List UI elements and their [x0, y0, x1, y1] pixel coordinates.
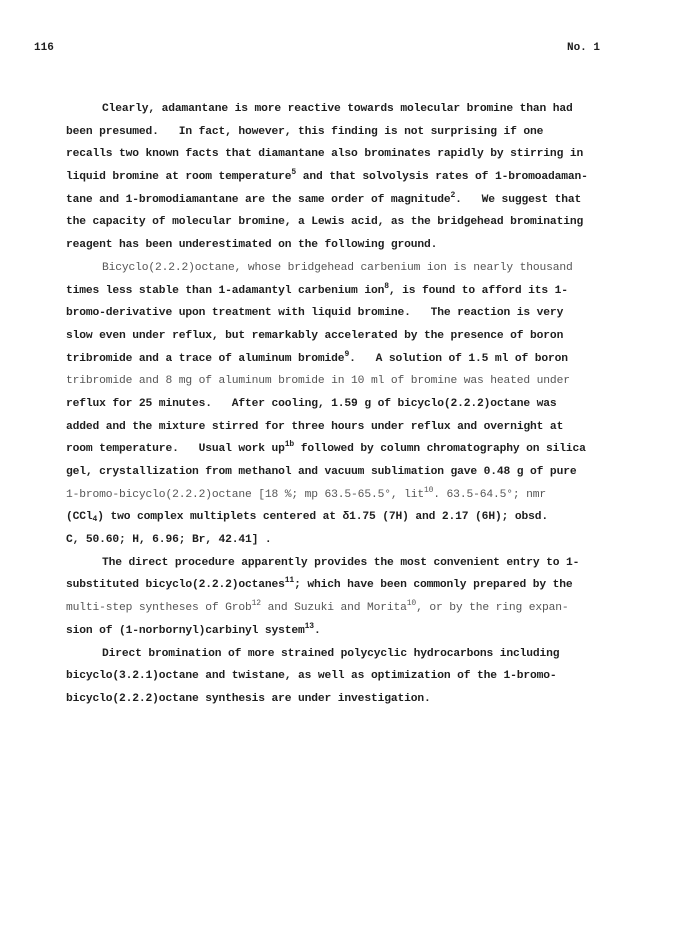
text-line [66, 370, 626, 393]
page-number: 116 [34, 42, 54, 54]
line-text: been presumed. In fact, however, this finding is not surprising if one [66, 125, 544, 138]
line-text: room temperature. Usual work up [66, 443, 285, 456]
text-line [66, 643, 626, 666]
line-text: slow even under reflux, but remarkably accelerated by the presence of boron [66, 329, 564, 342]
text-line [66, 438, 626, 461]
text-line [66, 506, 626, 529]
text-line [66, 574, 626, 597]
journal-issue: No. 1 [566, 42, 600, 54]
line-text-continued: ) two complex multiplets centered at δ1.75 (7H) and 2.17 (6H); obsd. [97, 511, 548, 524]
line-text-continued: , is found to afford its 1- [388, 284, 568, 297]
text-line [66, 665, 626, 688]
footnote-ref: 5 [291, 168, 297, 178]
text-line [66, 529, 626, 552]
subscript: 4 [92, 515, 98, 525]
footnote-ref: 12 [251, 599, 261, 609]
line-text: the capacity of molecular bromine, a Lewis acid, as the bridgehead brominating [66, 216, 584, 229]
line-text-continued: and that solvolysis rates of 1-bromoadaman- [296, 171, 588, 184]
line-text-continued: . We suggest that [455, 193, 582, 206]
footnote-ref: 11 [284, 576, 295, 586]
line-text: Bicyclo(2.2.2)octane, whose bridgehead carbenium ion is nearly thousand [102, 261, 573, 274]
line-text: multi-step syntheses of Grob [66, 602, 252, 615]
text-line [66, 348, 626, 371]
text-line [66, 325, 626, 348]
line-text: times less stable than 1-adamantyl carbenium ion [66, 284, 385, 297]
text-line [66, 688, 626, 711]
line-text: reflux for 25 minutes. After cooling, 1.59 g of bicyclo(2.2.2)octane was [66, 397, 557, 410]
page-header [34, 42, 600, 58]
footnote-ref: 10 [406, 599, 417, 609]
line-text: Direct bromination of more strained polycyclic hydrocarbons including [102, 647, 560, 660]
footnote-ref: 1b [284, 440, 295, 450]
line-text: tane and 1-bromodiamantane are the same order of magnitude [66, 193, 451, 206]
line-text: tribromide and a trace of aluminum bromide [66, 352, 345, 365]
line-text-continued: . [313, 624, 321, 637]
text-line [66, 189, 626, 212]
footnote-ref: 2 [450, 190, 456, 200]
line-text: liquid bromine at room temperature [66, 171, 292, 184]
text-line [66, 98, 626, 121]
text-line [66, 166, 626, 189]
line-text-continued: and Suzuki and Morita [260, 602, 407, 615]
text-line [66, 211, 626, 234]
text-line [66, 121, 626, 144]
line-text-continued: . 63.5-64.5°; nmr [433, 488, 546, 501]
footnote-ref: 8 [384, 281, 389, 291]
footnote-ref: 13 [304, 621, 314, 631]
line-text: sion of (1-norbornyl)carbinyl system [66, 624, 305, 637]
line-text-continued: followed by column chromatography on silica [294, 443, 586, 456]
line-text: added and the mixture stirred for three hours under reflux and overnight at [66, 420, 564, 433]
footnote-ref: 10 [423, 485, 434, 495]
line-text: substituted bicyclo(2.2.2)octanes [66, 579, 285, 592]
line-text: bromo-derivative upon treatment with liquid bromine. The reaction is very [66, 307, 564, 320]
line-text: C, 50.60; H, 6.96; Br, 42.41] . [66, 534, 272, 547]
line-text: (CCl [66, 511, 93, 524]
line-text-continued: , or by the ring expan- [416, 602, 569, 615]
text-line [66, 552, 626, 575]
text-line [66, 280, 626, 303]
text-line [66, 257, 626, 280]
text-line [66, 597, 626, 620]
line-text-continued: ; which have been commonly prepared by the [294, 579, 573, 592]
text-line [66, 302, 626, 325]
line-text: bicyclo(3.2.1)octane and twistane, as well as optimization of the 1-bromo- [66, 670, 557, 683]
line-text: bicyclo(2.2.2)octane synthesis are under investigation. [66, 692, 431, 705]
body-text [66, 98, 626, 711]
line-text: Clearly, adamantane is more reactive towards molecular bromine than had [102, 103, 573, 115]
line-text-continued: . A solution of 1.5 ml of boron [349, 352, 568, 365]
text-line [66, 461, 626, 484]
footnote-ref: 9 [344, 349, 350, 359]
text-line [66, 484, 626, 507]
line-text: The direct procedure apparently provides the most convenient entry to 1- [102, 556, 580, 569]
text-line [66, 143, 626, 166]
line-text: gel, crystallization from methanol and vacuum sublimation gave 0.48 g of pure [66, 466, 577, 478]
line-text: reagent has been underestimated on the following ground. [66, 239, 438, 252]
text-line [66, 416, 626, 439]
text-line [66, 234, 626, 257]
text-line [66, 620, 626, 643]
line-text: recalls two known facts that diamantane also brominates rapidly by stirring in [66, 148, 584, 161]
line-text: tribromide and 8 mg of aluminum bromide in 10 ml of bromine was heated under [66, 375, 570, 388]
text-line [66, 393, 626, 416]
line-text: 1-bromo-bicyclo(2.2.2)octane [18 %; mp 63.5-65.5°, lit [66, 488, 424, 501]
